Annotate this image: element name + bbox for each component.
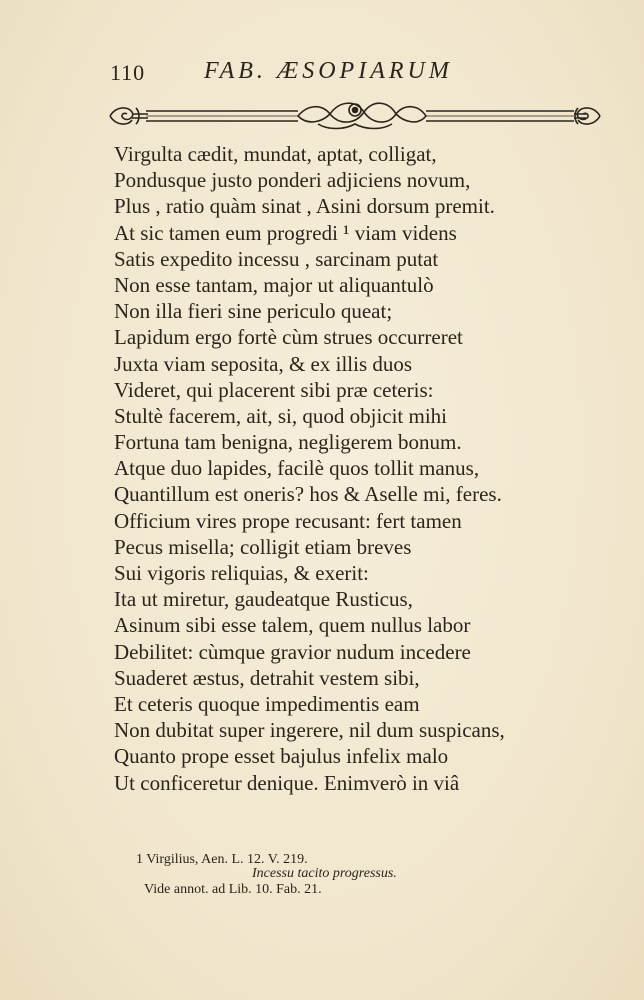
page-number: 110 — [110, 60, 146, 85]
text-line: Non dubitat super ingerere, nil dum suspicans, — [114, 718, 505, 743]
footnote-line: Vide annot. ad Lib. 10. Fab. 21. — [144, 882, 322, 897]
text-line: Videret, qui placerent sibi præ ceteris: — [114, 377, 434, 402]
text-line: Non esse tantam, major ut aliquantulò — [114, 272, 434, 297]
poem-text — [114, 141, 602, 796]
text-line: Non illa fieri sine periculo queat; — [114, 299, 393, 324]
text-line: Sui vigoris reliquias, & exerit: — [114, 561, 369, 585]
text-line: Quanto prope esset bajulus infelix malo — [114, 744, 449, 769]
text-line: Officium vires prope recusant: fert tamen — [114, 508, 462, 533]
text-line: Suaderet æstus, detrahit vestem sibi, — [114, 665, 420, 690]
text-line: Asinum sibi esse talem, quem nullus labor — [114, 613, 471, 638]
text-line: At sic tamen eum progredi ¹ viam videns — [114, 220, 457, 245]
text-line: Fortuna tam benigna, negligerem bonum. — [114, 430, 462, 455]
text-line: Plus , ratio quàm sinat , Asini dorsum premit. — [114, 194, 495, 219]
text-line: Lapidum ergo fortè cùm strues occurreret — [114, 325, 463, 350]
text-line: Virgulta cædit, mundat, aptat, colligat, — [114, 142, 437, 166]
footnote-line: Incessu tacito progressus. — [252, 866, 397, 881]
text-line: Ut conficeretur denique. Enimverò in viâ — [114, 770, 460, 795]
decorative-rule-ornament-icon — [108, 96, 602, 136]
text-line: Pondusque justo ponderi adjiciens novum, — [114, 168, 471, 193]
text-line: Ita ut miretur, gaudeatque Rusticus, — [114, 587, 413, 612]
text-line: Atque duo lapides, facilè quos tollit manus, — [114, 456, 480, 481]
text-line: Stultè facerem, ait, si, quod objicit mihi — [114, 403, 448, 428]
page-header — [110, 58, 590, 92]
text-line: Quantillum est oneris? hos & Aselle mi, feres. — [114, 482, 502, 507]
text-line: Juxta viam seposita, & ex illis duos — [114, 351, 413, 376]
text-line: Pecus misella; colligit etiam breves — [114, 534, 412, 559]
running-title: FAB. ÆSOPIARUM — [204, 58, 453, 84]
text-line: Satis expedito incessu , sarcinam putat — [114, 246, 439, 271]
footnote-line: 1 Virgilius, Aen. L. 12. V. 219. — [136, 852, 308, 867]
text-line: Et ceteris quoque impedimentis eam — [114, 691, 420, 716]
text-line: Debilitet: cùmque gravior nudum incedere — [114, 639, 471, 664]
